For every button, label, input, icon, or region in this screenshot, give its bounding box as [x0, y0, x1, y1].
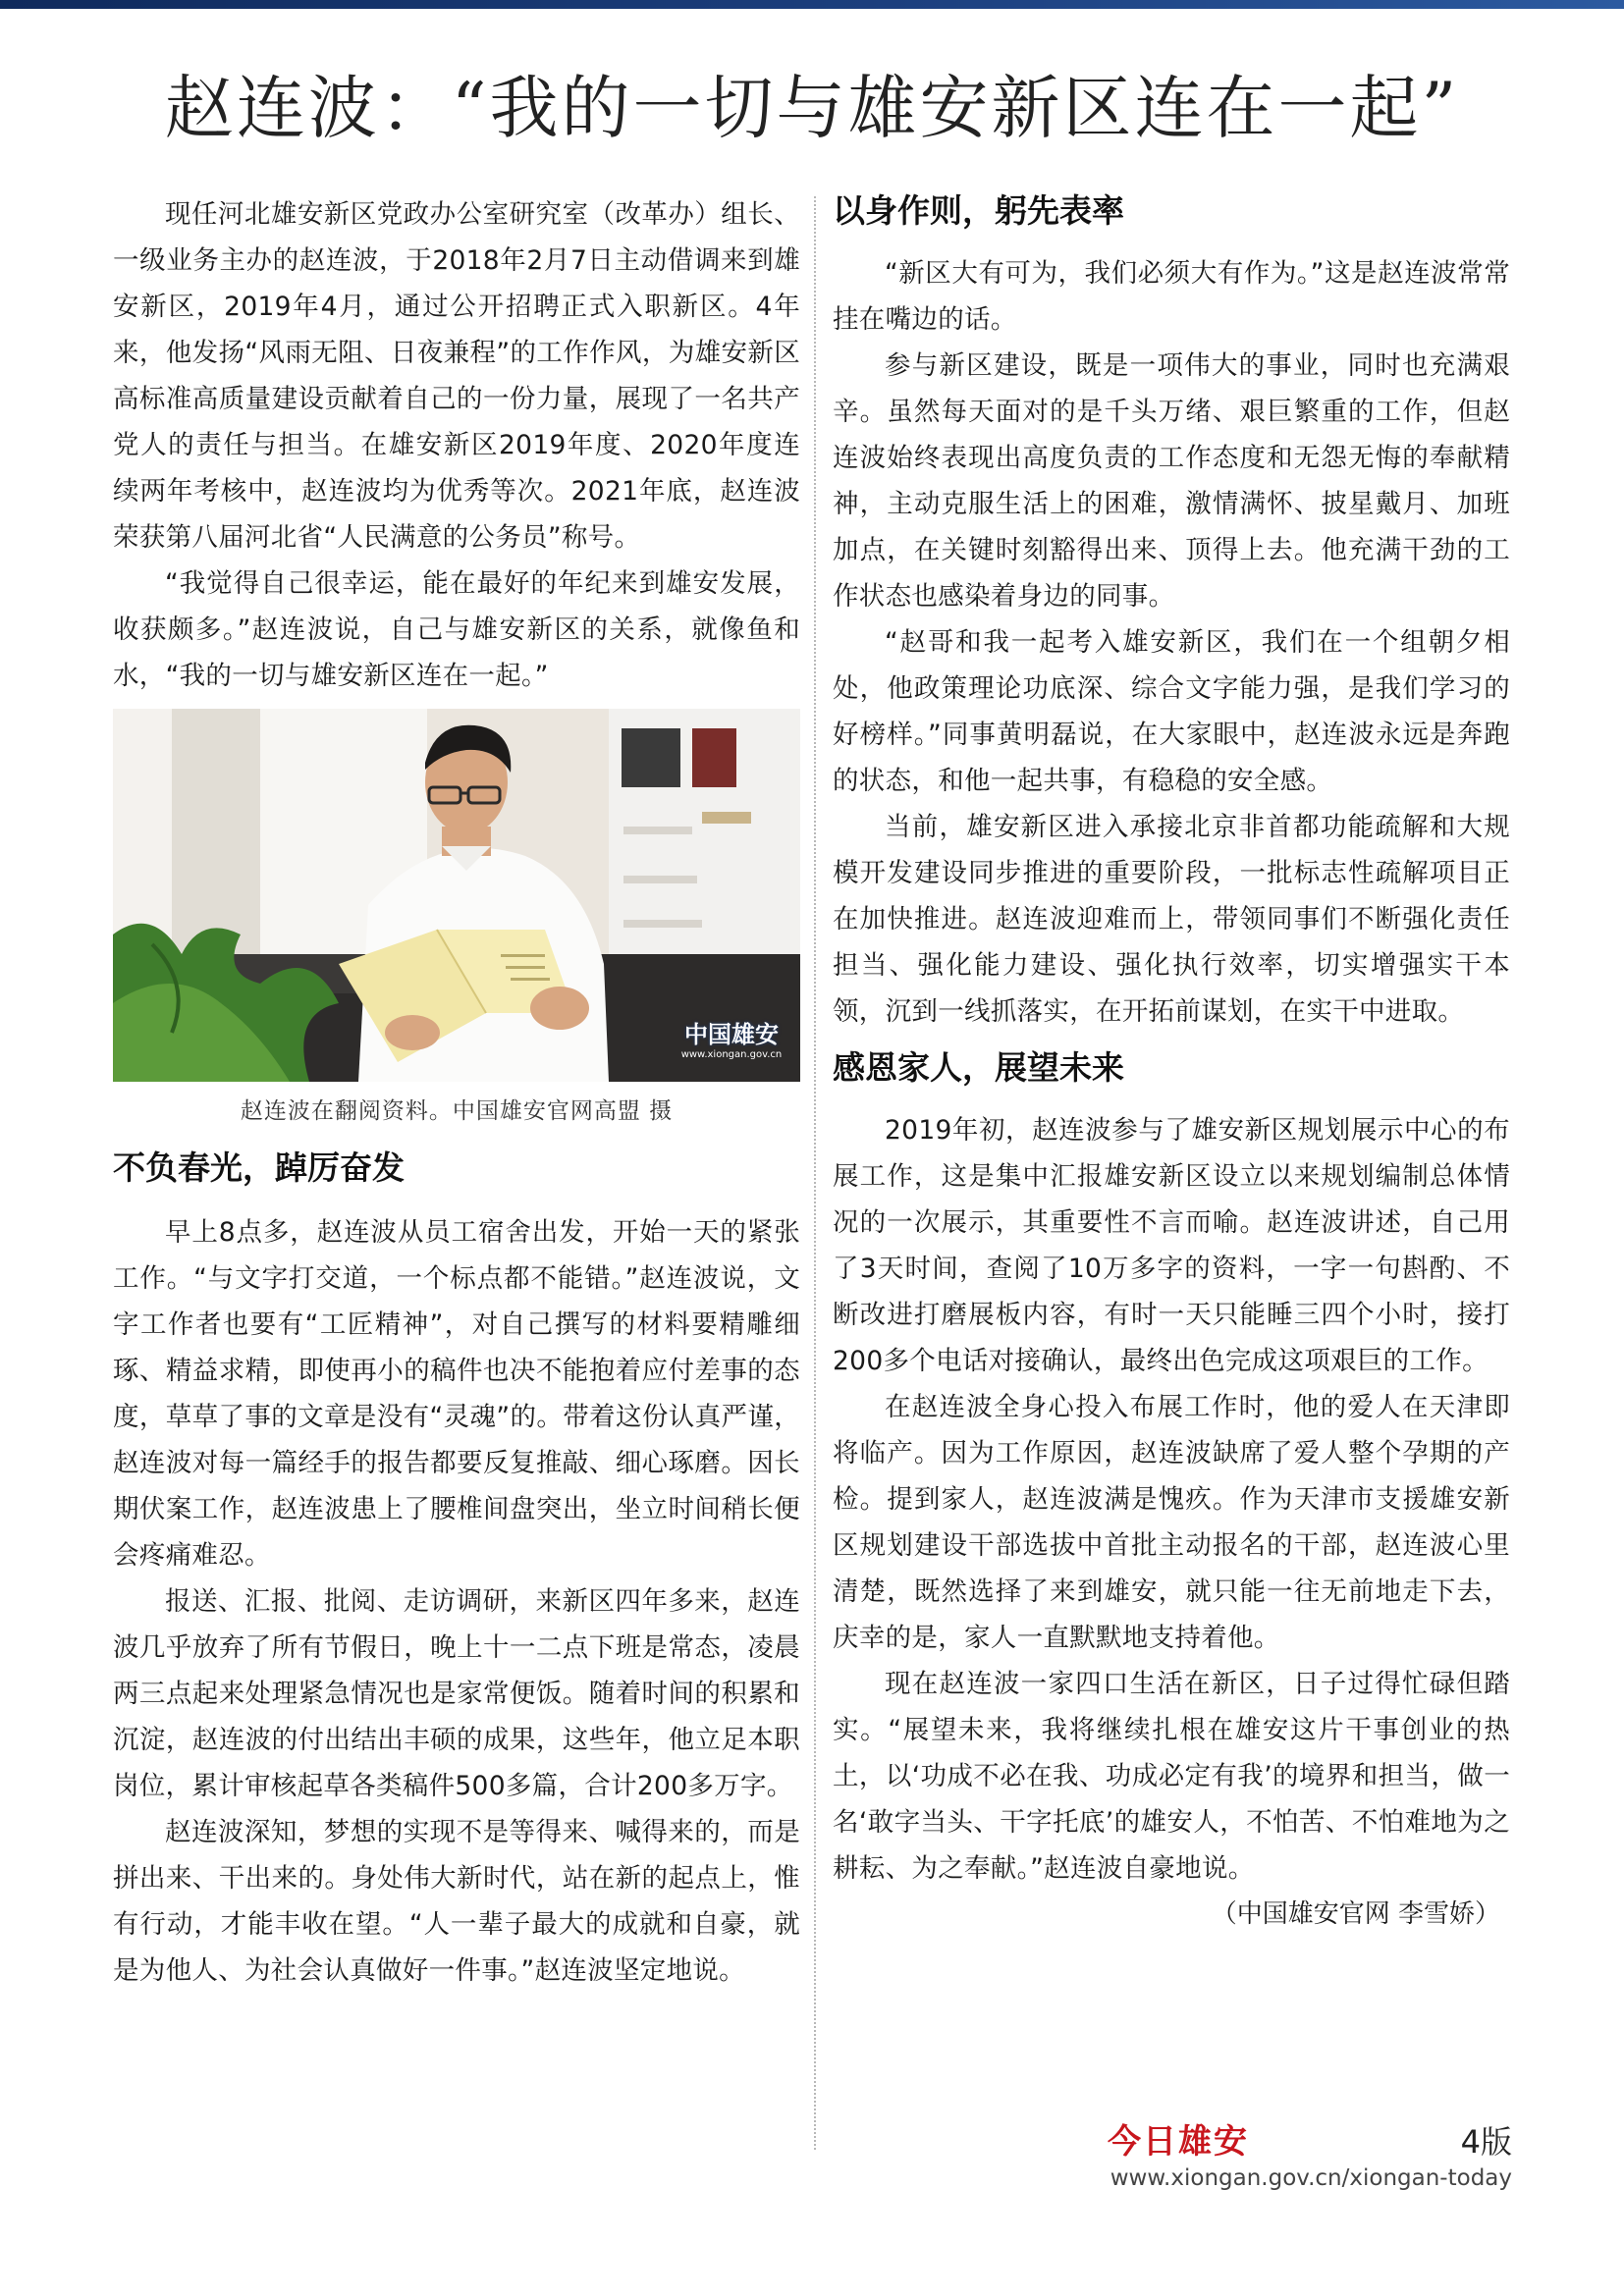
photo-watermark-url: www.xiongan.gov.cn — [680, 1049, 783, 1060]
section3-paragraph-2: 在赵连波全身心投入布展工作时，他的爱人在天津即将临产。因为工作原因，赵连波缺席了爱人整个孕期的产检。提到家人，赵连波满是愧疚。作为天津市支援雄安新区规划建设干部选拔中首批主动报名的干部，赵连波心里清楚，既然选择了来到雄安，就只能一往无前地走下去，庆幸的是，家人一直默默地支持着他。 — [833, 1392, 1510, 1653]
intro-paragraph-1: 现任河北雄安新区党政办公室研究室（改革办）组长、一级业务主办的赵连波，于2018年2月7日主动借调来到雄安新区，2019年4月，通过公开招聘正式入职新区。4年来，他发扬“风雨无阻、日夜兼程”的工作作风，为雄安新区高标准高质量建设贡献着自己的一份力量，展现了一名共产党人的责任与担当。在雄安新区2019年度、2020年度连续两年考核中，赵连波均为优秀等次。2021年底，赵连波荣获第八届河北省“人民满意的公务员”称号。 — [113, 199, 800, 553]
photo-watermark-brand: 中国雄安 — [684, 1020, 779, 1048]
section-heading-1: 不负春光，踔厉奋发 — [113, 1148, 405, 1187]
footer-url-link[interactable]: www.xiongan.gov.cn/xiongan-today — [1110, 2165, 1512, 2191]
photo-watermark — [668, 1021, 795, 1062]
newspaper-brand-logo: 今日雄安 — [1108, 2122, 1249, 2162]
section1-paragraph-1: 早上8点多，赵连波从员工宿舍出发，开始一天的紧张工作。“与文字打交道，一个标点都不能错。”赵连波说，文字工作者也要有“工匠精神”，对自己撰写的材料要精雕细琢、精益求精，即使再小的稿件也决不能抱着应付差事的态度，草草了事的文章是没有“灵魂”的。带着这份认真严谨，赵连波对每一篇经手的报告都要反复推敲、细心琢磨。因长期伏案工作，赵连波患上了腰椎间盘突出，坐立时间稍长便会疼痛难忍。 — [113, 1217, 800, 1571]
top-color-bar — [0, 0, 1624, 9]
section1-paragraph-3: 赵连波深知，梦想的实现不是等得来、喊得来的，而是拼出来、干出来的。身处伟大新时代，站在新的起点上，惟有行动，才能丰收在望。“人一辈子最大的成就和自豪，就是为他人、为社会认真做好一件事。”赵连波坚定地说。 — [113, 1817, 800, 1986]
section2-paragraph-4: 当前，雄安新区进入承接北京非首都功能疏解和大规模开发建设同步推进的重要阶段，一批标志性疏解项目正在加快推进。赵连波迎难而上，带领同事们不断强化责任担当、强化能力建设、强化执行效率，切实增强实干本领，沉到一线抓落实，在开拓前谋划，在实干中进取。 — [833, 812, 1510, 1027]
section2-paragraph-3: “赵哥和我一起考入雄安新区，我们在一个组朝夕相处，他政策理论功底深、综合文字能力强，是我们学习的好榜样。”同事黄明磊说，在大家眼中，赵连波永远是奔跑的状态，和他一起共事，有稳稳的安全感。 — [833, 627, 1510, 796]
section3-paragraph-3: 现在赵连波一家四口生活在新区，日子过得忙碌但踏实。“展望未来，我将继续扎根在雄安这片干事创业的热土，以‘功成不必在我、功成必定有我’的境界和担当，做一名‘敢字当头、干字托底’的雄安人，不怕苦、不怕难地为之耕耘、为之奉献。”赵连波自豪地说。 — [833, 1669, 1510, 1884]
right-column — [833, 191, 1510, 1937]
intro-paragraph-2: “我觉得自己很幸运，能在最好的年纪来到雄安发展，收获颇多。”赵连波说，自己与雄安新区的关系，就像鱼和水，“我的一切与雄安新区连在一起。” — [113, 568, 800, 691]
section2-paragraph-2: 参与新区建设，既是一项伟大的事业，同时也充满艰辛。虽然每天面对的是千头万绪、艰巨繁重的工作，但赵连波始终表现出高度负责的工作态度和无怨无悔的奉献精神，主动克服生活上的困难，激情满怀、披星戴月、加班加点，在关键时刻豁得出来、顶得上去。他充满干劲的工作状态也感染着身边的同事。 — [833, 350, 1510, 612]
article-headline: 赵连波：“我的一切与雄安新区连在一起” — [164, 68, 1460, 148]
section2-paragraph-1: “新区大有可为，我们必须大有作为。”这是赵连波常常挂在嘴边的话。 — [833, 258, 1510, 335]
section-heading-2: 以身作则，躬先表率 — [833, 191, 1124, 230]
left-column — [113, 191, 800, 1994]
column-divider — [814, 196, 816, 2150]
section1-paragraph-2: 报送、汇报、批阅、走访调研，来新区四年多来，赵连波几乎放弃了所有节假日，晚上十一二点下班是常态，凌晨两三点起来处理紧急情况也是家常便饭。随着时间的积累和沉淀，赵连波的付出结出丰硕的成果，这些年，他立足本职岗位，累计审核起草各类稿件500多篇，合计200多万字。 — [113, 1586, 800, 1801]
page-number: 4版 — [1460, 2123, 1512, 2161]
photo-caption: 赵连波在翻阅资料。中国雄安官网高盟 摄 — [240, 1098, 674, 1124]
article-photo — [113, 709, 800, 1082]
article-byline: （中国雄安官网 李雪娇） — [1211, 1899, 1500, 1929]
section-heading-3: 感恩家人，展望未来 — [833, 1048, 1124, 1087]
section3-paragraph-1: 2019年初，赵连波参与了雄安新区规划展示中心的布展工作，这是集中汇报雄安新区设立以来规划编制总体情况的一次展示，其重要性不言而喻。赵连波讲述，自己用了3天时间，查阅了10万多字的资料，一字一句斟酌、不断改进打磨展板内容，有时一天只能睡三四个小时，接打200多个电话对接确认，最终出色完成这项艰巨的工作。 — [833, 1115, 1510, 1376]
